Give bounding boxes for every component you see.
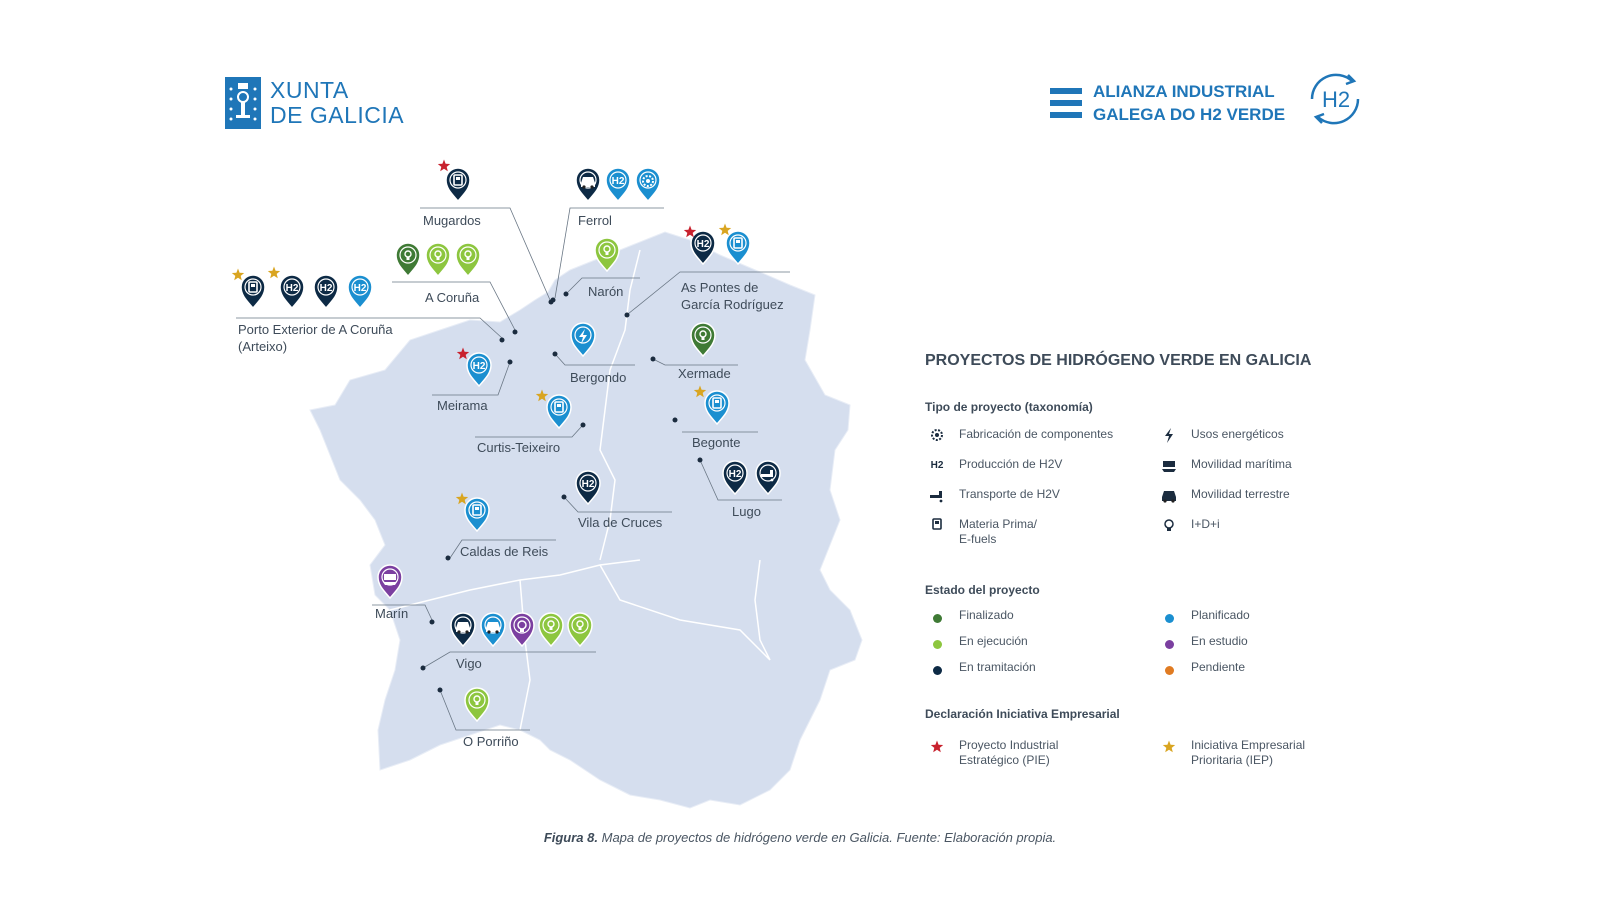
figure-caption <box>0 830 1600 845</box>
declaration-star-icon <box>438 160 450 172</box>
legend-item-label: Movilidad terrestre <box>1191 487 1290 501</box>
legend-item-label: Proyecto Industrial Estratégico (PIE) <box>959 738 1059 767</box>
legend-item-label: Usos energéticos <box>1191 427 1284 441</box>
xunta-line1: XUNTA <box>270 77 349 103</box>
lightning-icon <box>1158 427 1180 445</box>
legend-item <box>925 608 1014 626</box>
star-icon <box>929 739 945 755</box>
svg-text:H2: H2 <box>319 283 333 294</box>
legend-item <box>1157 487 1290 505</box>
ship-icon <box>1158 457 1180 475</box>
xunta-line2: DE GALICIA <box>270 102 405 128</box>
place-label-mugardos: Mugardos <box>423 213 481 228</box>
status-dot-icon <box>933 666 942 675</box>
legend-item-label: En tramitación <box>959 660 1036 674</box>
legend-item <box>1157 427 1284 445</box>
place-label-porto-exterior: Porto Exterior de A Coruña <box>238 322 393 337</box>
legend-item <box>925 634 1028 652</box>
place-label-a-coru-a: A Coruña <box>425 290 480 305</box>
legend-item <box>925 457 1062 475</box>
declaration-star-icon <box>232 269 244 281</box>
legend-item-label: Pendiente <box>1191 660 1246 674</box>
pin-h2-icon <box>314 275 338 308</box>
legend-tipo-title: Tipo de proyecto (taxonomía) <box>925 400 1093 414</box>
legend-item <box>1157 608 1250 626</box>
place-label-as-pontes: As Pontes de <box>681 280 759 295</box>
pin-h2-icon <box>280 275 304 308</box>
place-label-porto-exterior: (Arteixo) <box>238 339 288 354</box>
pin-fuel-icon <box>446 168 470 201</box>
legend-item <box>925 427 1113 445</box>
legend-item <box>1157 634 1248 652</box>
place-label-begonte: Begonte <box>692 435 741 450</box>
legend-item-label: Fabricación de componentes <box>959 427 1114 441</box>
status-dot-icon <box>1165 666 1174 675</box>
legend-item <box>925 517 1037 547</box>
place-label-vila-de-cruces: Vila de Cruces <box>578 515 663 530</box>
alianza-line2: GALEGA DO H2 VERDE <box>1093 105 1286 124</box>
legend-item <box>925 487 1060 505</box>
legend-item <box>925 738 1058 768</box>
place-label-caldas-de-reis: Caldas de Reis <box>460 544 549 559</box>
legend-item <box>1157 738 1305 768</box>
place-label-curtis-teixeiro: Curtis-Teixeiro <box>477 440 561 455</box>
pin-bulb-icon <box>456 243 480 276</box>
pin-fuel-icon <box>241 275 265 308</box>
status-dot-icon <box>1165 640 1174 649</box>
place-label-meirama: Meirama <box>437 398 488 413</box>
svg-text:H2: H2 <box>930 460 944 471</box>
legend-item <box>1157 517 1220 535</box>
svg-text:H2: H2 <box>581 479 595 490</box>
pin-car-icon <box>576 168 600 201</box>
declaration-star-icon <box>719 224 731 236</box>
legend-item-label: Movilidad marítima <box>1191 457 1292 471</box>
status-dot-icon <box>933 640 942 649</box>
svg-text:H2: H2 <box>611 176 625 187</box>
pin-h2-icon <box>606 168 630 201</box>
place-label-nar-n: Narón <box>588 284 624 299</box>
svg-text:H2: H2 <box>728 469 742 480</box>
declaration-star-icon <box>268 267 280 279</box>
caption-figure-number: Figura 8. <box>543 830 598 845</box>
place-label-as-pontes: García Rodríguez <box>681 297 784 312</box>
legend-decl-title: Declaración Iniciativa Empresarial <box>925 707 1120 721</box>
place-label-mar-n: Marín <box>375 606 409 621</box>
star-icon <box>1161 739 1177 755</box>
place-label-xermade: Xermade <box>678 366 731 381</box>
legend-item-label: Producción de H2V <box>959 457 1063 471</box>
status-dot-icon <box>933 614 942 623</box>
place-label-vigo: Vigo <box>456 656 482 671</box>
place-label-ferrol: Ferrol <box>578 213 612 228</box>
legend-item-label: En estudio <box>1191 634 1248 648</box>
gear-icon <box>926 427 948 445</box>
svg-text:H2: H2 <box>353 283 367 294</box>
legend-item <box>925 660 1036 678</box>
status-dot-icon <box>1165 614 1174 623</box>
legend-item-label: I+D+i <box>1191 517 1220 531</box>
tap-icon <box>926 487 948 505</box>
pin-bulb-icon <box>426 243 450 276</box>
alianza-line1: ALIANZA INDUSTRIAL <box>1093 82 1275 101</box>
place-label-o-porri-o: O Porriño <box>463 734 519 749</box>
svg-text:H2: H2 <box>472 361 486 372</box>
legend-item <box>1157 660 1245 678</box>
fuel-icon <box>926 517 948 535</box>
caption-text: Mapa de proyectos de hidrógeno verde en Galicia. Fuente: Elaboración propia. <box>598 830 1057 845</box>
legend-item-label: Materia Prima/ E-fuels <box>959 517 1038 546</box>
svg-text:H2: H2 <box>696 239 710 250</box>
car-icon <box>1158 487 1180 505</box>
place-label-lugo: Lugo <box>732 504 761 519</box>
legend-item <box>1157 457 1292 475</box>
legend-title: PROYECTOS DE HIDRÓGENO VERDE EN GALICIA <box>925 352 1312 369</box>
pin-gear-icon <box>636 168 660 201</box>
legend-estado-title: Estado del proyecto <box>925 583 1040 597</box>
legend-item-label: Transporte de H2V <box>959 487 1060 501</box>
h2-logo-text: H2 <box>1322 87 1351 112</box>
place-label-bergondo: Bergondo <box>570 370 627 385</box>
pin-h2-icon <box>348 275 372 308</box>
legend-item-label: Planificado <box>1191 608 1250 622</box>
bulb-icon <box>1158 517 1180 535</box>
svg-text:H2: H2 <box>285 283 299 294</box>
legend-item-label: En ejecución <box>959 634 1028 648</box>
h2-icon <box>926 457 948 475</box>
pin-bulb-icon <box>396 243 420 276</box>
legend-item-label: Finalizado <box>959 608 1014 622</box>
legend-item-label: Iniciativa Empresarial Prioritaria (IEP) <box>1191 738 1306 767</box>
